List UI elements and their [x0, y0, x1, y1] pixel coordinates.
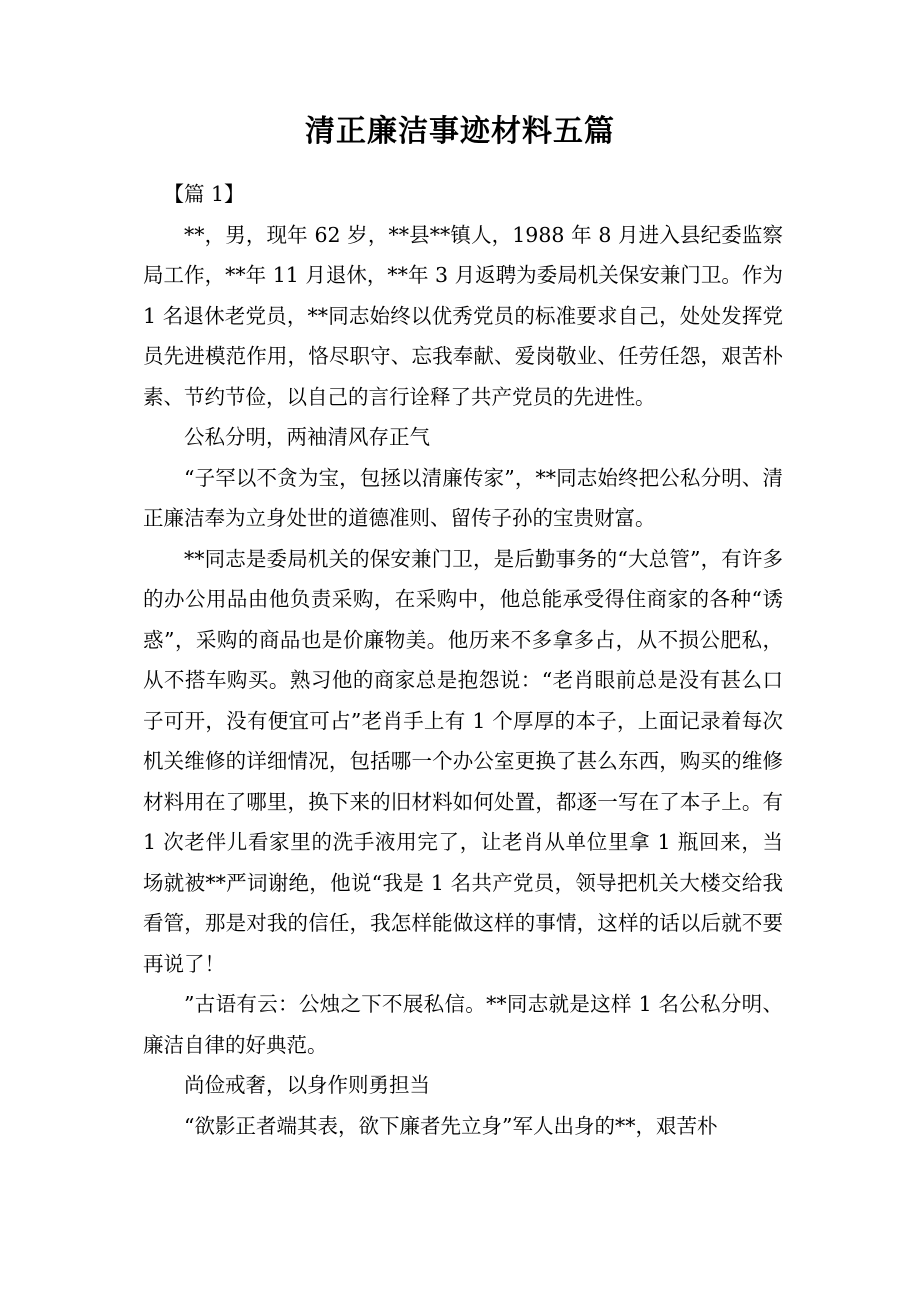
- document-body: [143, 174, 783, 1146]
- subheading-2: 尚俭戒奢，以身作则勇担当: [184, 1073, 430, 1097]
- document-title: 清正廉洁事迹材料五篇: [305, 114, 615, 149]
- paragraph-quote-2: “欲影正者端其表，欲下廉者先立身”军人出身的**，艰苦朴: [184, 1113, 718, 1138]
- paragraph-story: **同志是委局机关的保安兼门卫，是后勤事务的“大总管”，有许多的办公用品由他负责采购，在采购中，他总能承受得住商家的各种“诱惑”，采购的商品也是价廉物美。他历来不多拿多占，从不损公肥私，从不搭车购买。熟习他的商家总是抱怨说：“老肖眼前总是没有甚么口子可开，没有便宜可占”老肖手上有 1 个厚厚的本子，上面记录着每次机关维修的详细情况，包括哪一个办公室更换了甚么东西，购买的维修材料用在了哪里，换下来的旧材料如何处置，都逐一写在了本子上。有 1 次老伴儿看家里的洗手液用完了，让老肖从单位里拿 1 瓶回来，当场就被**严词谢绝，他说“我是 1 名共产党员，领导把机关大楼交给我看管，那是对我的信任，我怎样能做这样的事情，这样的话以后就不要再说了！: [143, 546, 783, 976]
- paragraph-intro: **，男，现年 62 岁，**县**镇人，1988 年 8 月进入县纪委监察局工作，**年 11 月退休，**年 3 月返聘为委局机关保安兼门卫。作为 1 名退休老党员，**同志始终以优秀党员的标准要求自己，处处发挥党员先进模范作用，恪尽职守、忘我奉献、爱岗敬业、任劳任怨，艰苦朴素、节约节俭，以自己的言行诠释了共产党员的先进性。: [143, 222, 783, 409]
- subheading-1: 公私分明，两袖清风存正气: [184, 425, 430, 449]
- section-label: 【篇 1】: [163, 182, 245, 206]
- paragraph-conclusion: ”古语有云：公烛之下不展私信。**同志就是这样 1 名公私分明、廉洁自律的好典范。: [143, 992, 783, 1057]
- paragraph-quote-1: “子罕以不贪为宝，包拯以清廉传家”，**同志始终把公私分明、清正廉洁奉为立身处世的道德准则、留传子孙的宝贵财富。: [143, 465, 783, 530]
